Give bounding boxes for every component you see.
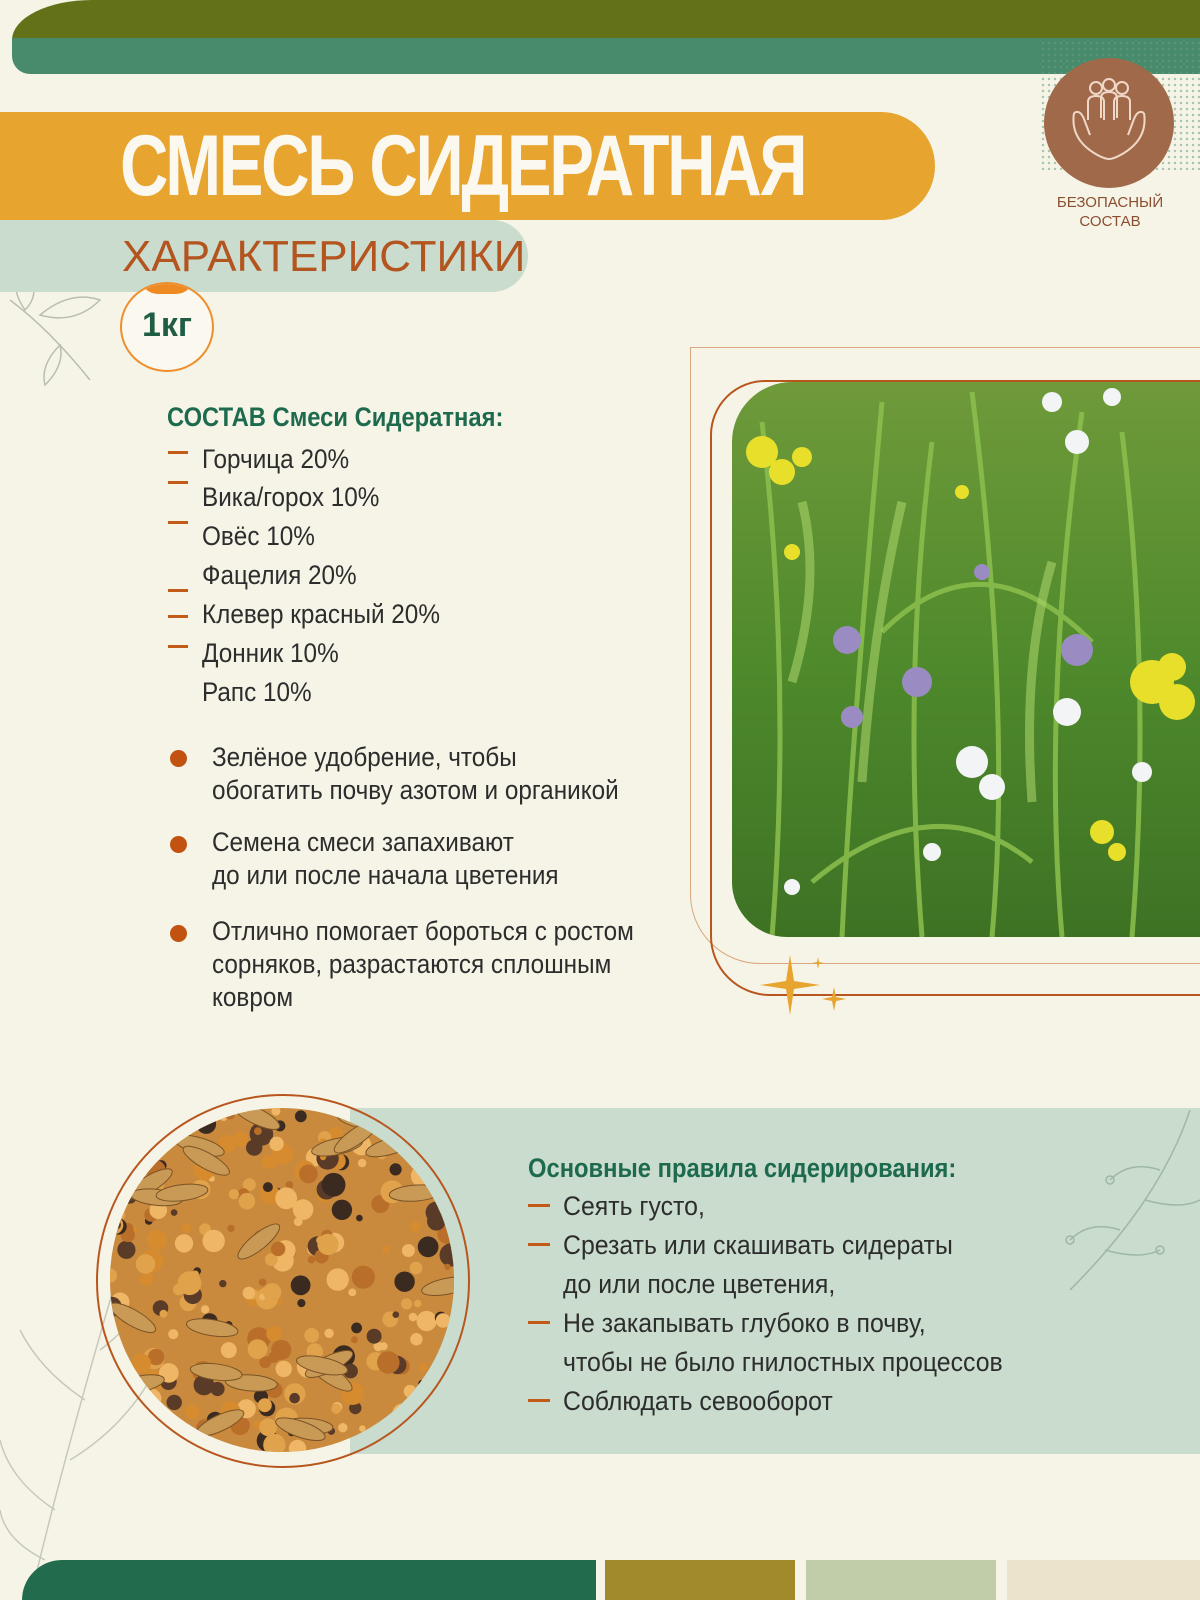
feature-text: Семена смеси запахивают до или после начала цветения xyxy=(212,827,559,890)
rules-item: Сеять густо, xyxy=(563,1191,705,1221)
composition-item: Рапс 10% xyxy=(202,677,312,707)
list-dash xyxy=(168,645,188,648)
rules-item: до или после цветения, xyxy=(563,1269,836,1299)
list-dash xyxy=(528,1399,550,1402)
weight-badge-cap xyxy=(140,282,194,294)
rules-item: чтобы не было гнилостных процессов xyxy=(563,1347,1003,1377)
page-subtitle: ХАРАКТЕРИСТИКИ xyxy=(122,232,526,281)
safe-composition-label xyxy=(1040,193,1180,231)
bottom-block-green xyxy=(22,1560,596,1600)
top-band-olive xyxy=(12,0,1200,40)
flower-sprig-icon xyxy=(1050,1110,1200,1310)
list-dash xyxy=(168,521,188,524)
bottom-block-sage xyxy=(806,1560,996,1600)
sparkle-icon xyxy=(760,955,850,1015)
seeds-photo xyxy=(110,1108,454,1452)
weight-label: 1кг xyxy=(141,306,193,344)
list-dash xyxy=(528,1243,550,1246)
list-dash xyxy=(168,451,188,454)
list-dash xyxy=(168,589,188,592)
list-dash xyxy=(528,1204,550,1207)
safe-composition-badge xyxy=(1044,58,1174,188)
feature-text: Зелёное удобрение, чтобы обогатить почву азотом и органикой xyxy=(212,742,619,805)
bullet-dot xyxy=(170,836,187,853)
rules-item: Срезать или скашивать сидераты xyxy=(563,1230,953,1260)
rules-title: Основные правила сидерирования: xyxy=(528,1153,957,1183)
composition-item: Горчица 20% xyxy=(202,444,350,474)
list-dash xyxy=(168,481,188,484)
bottom-block-olive xyxy=(605,1560,795,1600)
bottom-block-cream xyxy=(1007,1560,1200,1600)
composition-item: Клевер красный 20% xyxy=(202,599,440,629)
list-dash xyxy=(168,615,188,618)
composition-item: Донник 10% xyxy=(202,638,339,668)
rules-item: Соблюдать севооборот xyxy=(563,1386,833,1416)
composition-item: Фацелия 20% xyxy=(202,560,357,590)
composition-item: Вика/горох 10% xyxy=(202,482,380,512)
page-title: СМЕСЬ СИДЕРАТНАЯ xyxy=(120,118,806,214)
composition-title: СОСТАВ Смеси Сидератная: xyxy=(167,402,504,432)
top-band-teal xyxy=(12,38,1200,74)
list-dash xyxy=(528,1321,550,1324)
safe-label-line1: БЕЗОПАСНЫЙ xyxy=(1056,194,1164,211)
meadow-photo xyxy=(732,382,1200,937)
feature-text: Отлично помогает бороться с ростом сорняков, разрастаются сплошным ковром xyxy=(212,916,634,1012)
rules-item: Не закапывать глубоко в почву, xyxy=(563,1308,926,1338)
composition-item: Овёс 10% xyxy=(202,521,315,551)
bullet-dot xyxy=(170,750,187,767)
safe-label-line2: СОСТАВ xyxy=(1079,213,1141,230)
hands-people-icon xyxy=(1044,58,1174,188)
bullet-dot xyxy=(170,925,187,942)
weight-badge xyxy=(120,282,214,372)
